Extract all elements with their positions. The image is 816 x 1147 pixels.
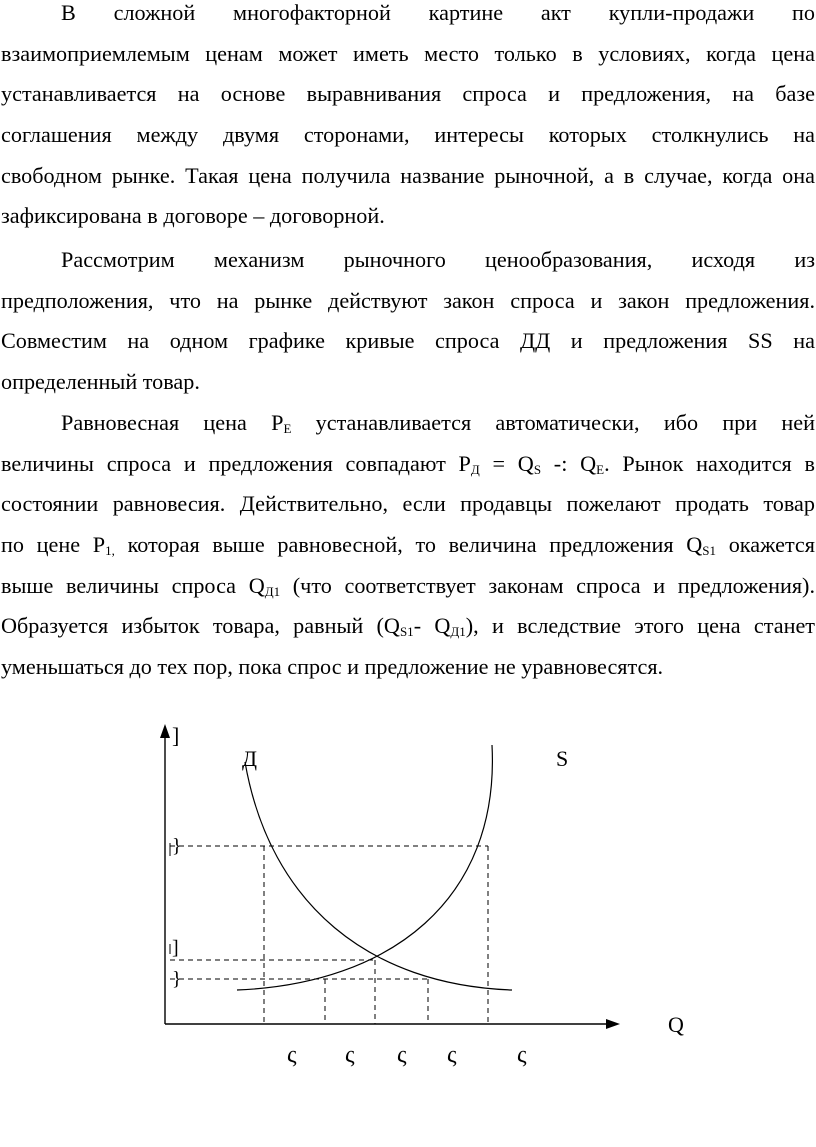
paragraph-market-price	[1, 0, 815, 237]
quantity-axis-label: Q	[668, 1012, 684, 1037]
text-line: определенный товар.	[1, 369, 200, 395]
price-p2-label: }	[172, 968, 182, 990]
supply-demand-diagram	[0, 700, 816, 1147]
text-line: взаимоприемлемым ценам может иметь место только в условиях, когда цена	[1, 40, 815, 66]
text-line: величины спроса и предложения совпадают $P_Д = Q_S$ -: $Q_E$. Рынок находится в	[1, 450, 815, 477]
price-pe-label: ]	[172, 937, 179, 959]
text-line: Совместим на одном графике кривые спроса ДД и предложения SS на	[1, 328, 815, 354]
price-p1-label: }	[172, 835, 182, 857]
price-axis-arrow	[160, 724, 170, 738]
text-line: по цене $P_{1,}$ которая выше равновесной, то величина предложения $Q_{S1}$ окажется	[1, 532, 815, 559]
text-line: состоянии равновесия. Действительно, если продавцы пожелают продать товар	[1, 491, 815, 517]
text-line: выше величины спроса $Q_{Д1}$ (что соответствует законам спроса и предложения).	[1, 572, 815, 599]
text-line: уменьшаться до тех пор, пока спрос и предложение не уравновесятся.	[1, 654, 664, 680]
price-axis-label: ]	[172, 723, 180, 748]
quantity-axis-arrow	[606, 1019, 620, 1029]
text-line: Образуется избыток товара, равный ($Q_{S1}-$ $Q_{Д1}$), и вследствие этого цена станет	[1, 613, 815, 640]
quantity-label-qs2: ς	[345, 1042, 355, 1068]
text-line: свободном рынке. Такая цена получила название рыночной, а в случае, когда она	[1, 162, 815, 188]
supply-curve	[237, 745, 492, 990]
quantity-label-qe: ς	[397, 1042, 407, 1068]
demand-label: Д	[242, 746, 258, 771]
quantity-label-qs1: ς	[517, 1042, 527, 1068]
quantity-label-qd1: ς	[287, 1042, 297, 1068]
text-line: устанавливается на основе выравнивания спроса и предложения, на базе	[1, 81, 815, 107]
text-line: зафиксирована в договоре – договорной.	[1, 203, 385, 229]
paragraph-equilibrium-price	[1, 403, 815, 688]
quantity-label-qd2: ς	[447, 1042, 457, 1068]
text-line: Равновесная цена $P_E$ устанавливается автоматически, ибо при ней	[61, 410, 816, 436]
supply-label: S	[556, 746, 569, 771]
text-line: предположения, что на рынке действуют закон спроса и закон предложения.	[1, 287, 815, 313]
text-line: Рассмотрим механизм рыночного ценообразования, исходя из	[61, 247, 815, 272]
paragraph-pricing-mechanism	[1, 240, 815, 403]
text-line: В сложной многофакторной картине акт купли-продажи по	[61, 0, 815, 25]
text-line: соглашения между двумя сторонами, интересы которых столкнулись на	[1, 122, 815, 148]
